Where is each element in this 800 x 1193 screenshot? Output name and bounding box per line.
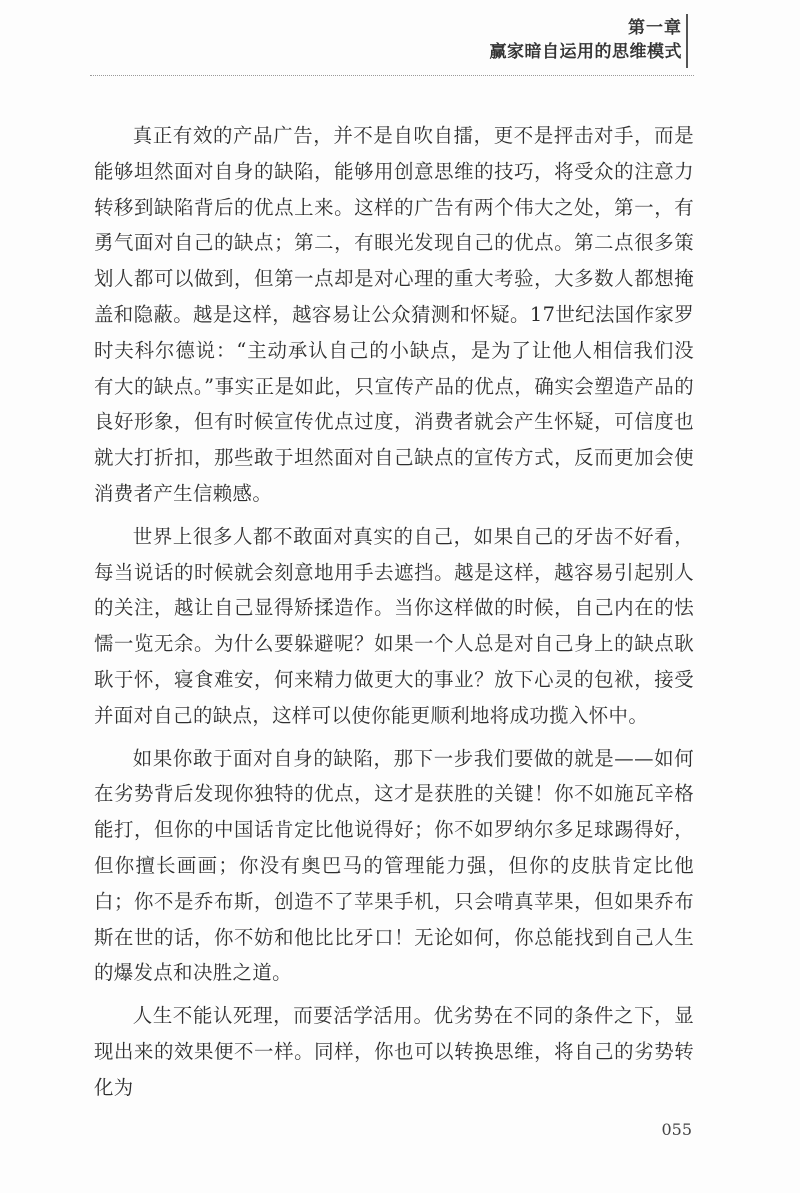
paragraph-2: 世界上很多人都不敢面对真实的自己，如果自己的牙齿不好看，每当说话的时候就会刻意地用手去遮挡。越是这样，越容易引起别人的关注，越让自己显得矫揉造作。当你这样做的时候，自己内在的怯懦一览无余。为什么要躲避呢？如果一个人总是对自己身上的缺点耿耿于怀，寝食难安，何来精力做更大的事业？放下心灵的包袱，接受并面对自己的缺点，这样可以使你能更顺利地将成功揽入怀中。 — [94, 524, 694, 727]
running-header — [490, 16, 683, 64]
paragraph-4: 人生不能认死理，而要活学活用。优劣势在不同的条件之下，显现出来的效果便不一样。同样，你也可以转换思维，将自己的劣势转化为 — [94, 1004, 694, 1099]
paragraph-3: 如果你敢于面对自身的缺陷，那下一步我们要做的就是——如何在劣势背后发现你独特的优点，这才是获胜的关键！你不如施瓦辛格能打，但你的中国话肯定比他说得好；你不如罗纳尔多足球踢得好，但你擅长画画；你没有奥巴马的管理能力强，但你的皮肤肯定比他白；你不是乔布斯，创造不了苹果手机，只会啃真苹果，但如果乔布斯在世的话，你不妨和他比比牙口！无论如何，你总能找到自己人生的爆发点和决胜之道。 — [94, 746, 694, 985]
page-number: 055 — [661, 1120, 692, 1139]
header-vertical-bar — [686, 14, 688, 68]
chapter-title: 赢家暗自运用的思维模式 — [489, 42, 682, 62]
header-dotted-rule — [90, 75, 694, 76]
chapter-number: 第一章 — [628, 18, 682, 38]
paragraph-1: 真正有效的产品广告，并不是自吹自擂，更不是抨击对手，而是能够坦然面对自身的缺陷，能够用创意思维的技巧，将受众的注意力转移到缺陷背后的优点上来。这样的广告有两个伟大之处，第一，有勇气面对自己的缺点；第二，有眼光发现自己的优点。第二点很多策划人都可以做到，但第一点却是对心理的重大考验，大多数人都想掩盖和隐蔽。越是这样，越容易让公众猜测和怀疑。17世纪法国作家罗时夫科尔德说：“主动承认自己的小缺点，是为了让他人相信我们没有大的缺点。”事实正是如此，只宣传产品的优点，确实会塑造产品的良好形象，但有时候宣传优点过度，消费者就会产生怀疑，可信度也就大打折扣，那些敢于坦然面对自己缺点的宣传方式，反而更加会使消费者产生信赖感。 — [94, 124, 694, 505]
body-text — [94, 118, 694, 1113]
